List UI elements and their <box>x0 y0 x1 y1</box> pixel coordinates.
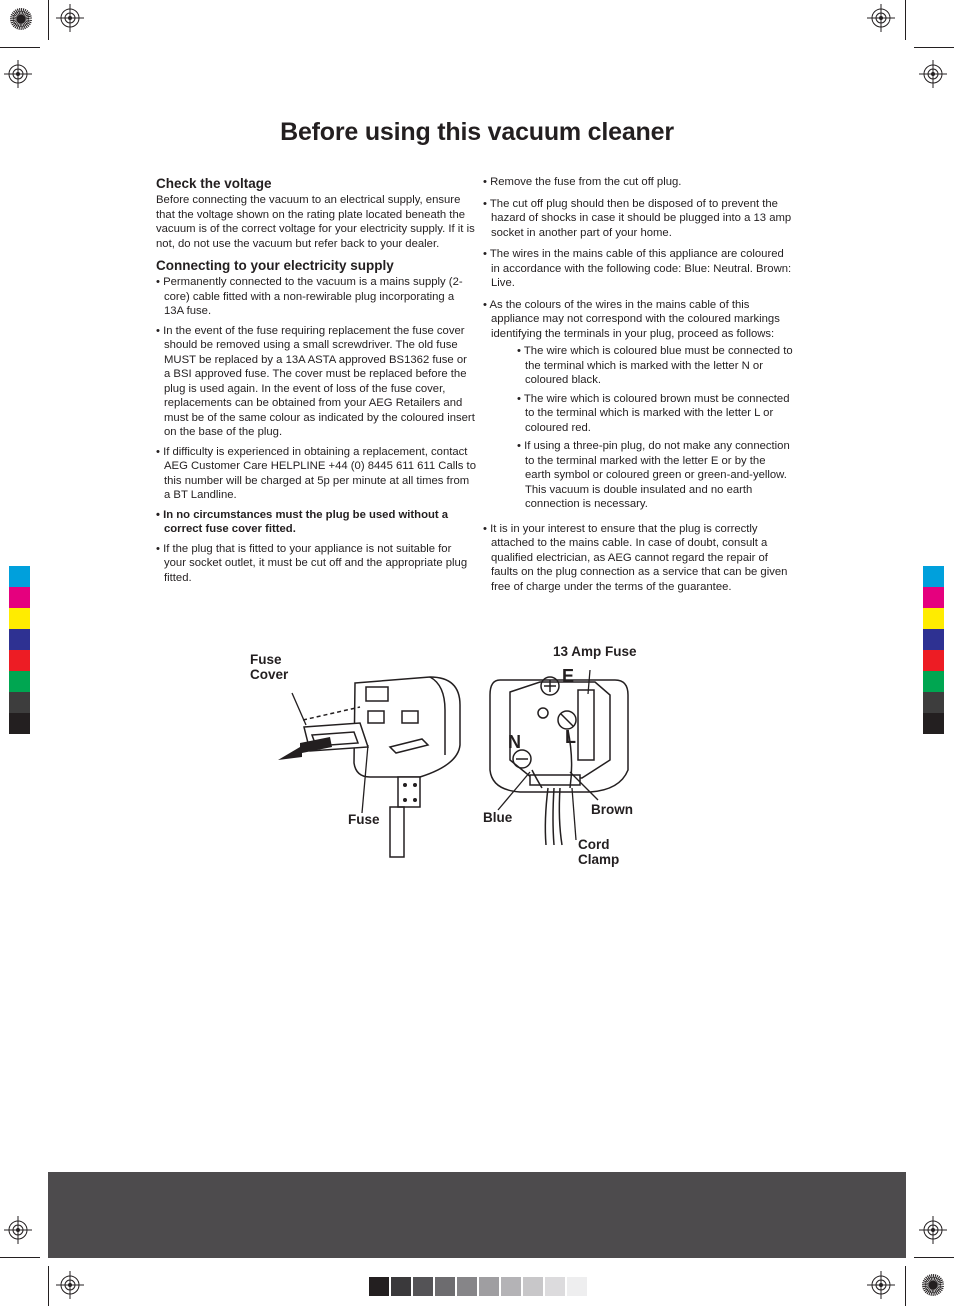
color-swatch <box>9 566 30 587</box>
page-title: Before using this vacuum cleaner <box>280 118 674 146</box>
color-swatch <box>923 566 944 587</box>
color-swatch <box>923 692 944 713</box>
greyscale-swatch <box>523 1277 543 1296</box>
fuse-label: Fuse <box>348 812 380 827</box>
right-bullet: • The wires in the mains cable of this appliance are coloured in accordance with the following code: Blue: Neutral. Brown: Live. <box>483 247 793 291</box>
plug-wiring-diagram <box>470 660 640 860</box>
footer-bar <box>48 1172 906 1258</box>
color-swatch <box>9 692 30 713</box>
right-column <box>483 175 793 599</box>
color-swatch <box>923 608 944 629</box>
cord-clamp-label: Cord Clamp <box>578 837 620 867</box>
greyscale-swatch <box>391 1277 411 1296</box>
sub-bullet-list <box>483 344 793 512</box>
color-swatch <box>9 713 30 734</box>
greyscale-swatch <box>501 1277 521 1296</box>
right-bullet: • The cut off plug should then be disposed of to prevent the hazard of shocks in case it should be plugged into a 13 amp socket in another part of your home. <box>483 197 793 241</box>
greyscale-swatch <box>479 1277 499 1296</box>
color-swatch <box>923 629 944 650</box>
terminal-l-label: L <box>565 727 576 747</box>
left-bullet: • Permanently connected to the vacuum is a mains supply (2-core) cable fitted with a non-rewirable plug incorporating a 13A fuse. <box>156 275 476 319</box>
color-swatch <box>923 671 944 692</box>
color-swatch <box>923 650 944 671</box>
greyscale-swatch <box>457 1277 477 1296</box>
blue-label: Blue <box>483 810 513 825</box>
color-swatch <box>923 587 944 608</box>
terminal-e-label: E <box>562 666 575 686</box>
greyscale-swatch <box>369 1277 389 1296</box>
left-bullet-warning: • In no circumstances must the plug be used without a correct fuse cover fitted. <box>156 508 476 537</box>
colorbar-left <box>9 566 30 734</box>
colorbar-right <box>923 566 944 734</box>
connecting-heading: Connecting to your electricity supply <box>156 258 394 273</box>
check-voltage-text: Before connecting the vacuum to an electrical supply, ensure that the voltage shown on the rating plate located beneath the vacuum is of the correct voltage for your electricity supply. If it is not, do not use the vacuum but refer back to your dealer. <box>156 194 475 250</box>
amp-fuse-label: 13 Amp Fuse <box>553 644 637 659</box>
color-swatch <box>923 713 944 734</box>
color-swatch <box>9 587 30 608</box>
right-bullet: • As the colours of the wires in the mains cable of this appliance may not correspond with the coloured markings identifying the terminals in your plug, proceed as follows: <box>483 298 793 342</box>
right-bullet: • It is in your interest to ensure that the plug is correctly attached to the mains cable. In case of doubt, consult a qualified electrician, as AEG cannot regard the repair of faults on the plug connection as a service that can be given free of charge under the terms of the guarantee. <box>483 522 793 595</box>
left-bullet: • In the event of the fuse requiring replacement the fuse cover should be removed using a small screwdriver. The old fuse MUST be replaced by a 13A ASTA approved BS1362 fuse or a BSI approved fuse. The cover must be replaced before the plug is used again. In the event of loss of the fuse cover, replacements can be obtained from your AEG Retailers and must be of the same colour as indicated by the coloured insert on the base of the plug. <box>156 324 476 440</box>
color-swatch <box>9 608 30 629</box>
sub-bullet: • The wire which is coloured blue must be connected to the terminal which is marked with the letter N or coloured black. <box>517 344 793 388</box>
greyscale-swatch <box>567 1277 587 1296</box>
right-bullet: • Remove the fuse from the cut off plug. <box>483 175 793 190</box>
sub-bullet: • The wire which is coloured brown must be connected to the terminal which is marked with the letter L or coloured red. <box>517 392 793 436</box>
sub-bullet: • If using a three-pin plug, do not make any connection to the terminal marked with the letter E or by the earth symbol or coloured green or green-and-yellow. This vacuum is double insulated and no earth connection is necessary. <box>517 439 793 512</box>
greyscale-swatch <box>413 1277 433 1296</box>
plug-fuse-diagram <box>270 665 470 860</box>
left-bullet: • If difficulty is experienced in obtaining a replacement, contact AEG Customer Care HELPLINE +44 (0) 8445 611 611 Calls to this number will be charged at 5p per minute at all times from a BT Landline. <box>156 445 476 503</box>
fuse-cover-label: Fuse Cover <box>250 652 289 682</box>
left-column <box>156 175 476 590</box>
color-swatch <box>9 671 30 692</box>
terminal-n-label: N <box>508 732 521 752</box>
check-voltage-heading: Check the voltage <box>156 176 272 191</box>
color-swatch <box>9 650 30 671</box>
greyscale-swatch <box>435 1277 455 1296</box>
color-swatch <box>9 629 30 650</box>
left-bullet: • If the plug that is fitted to your appliance is not suitable for your socket outlet, it must be cut off and the appropriate plug fitted. <box>156 542 476 586</box>
greyscale-swatch <box>545 1277 565 1296</box>
brown-label: Brown <box>591 802 633 817</box>
